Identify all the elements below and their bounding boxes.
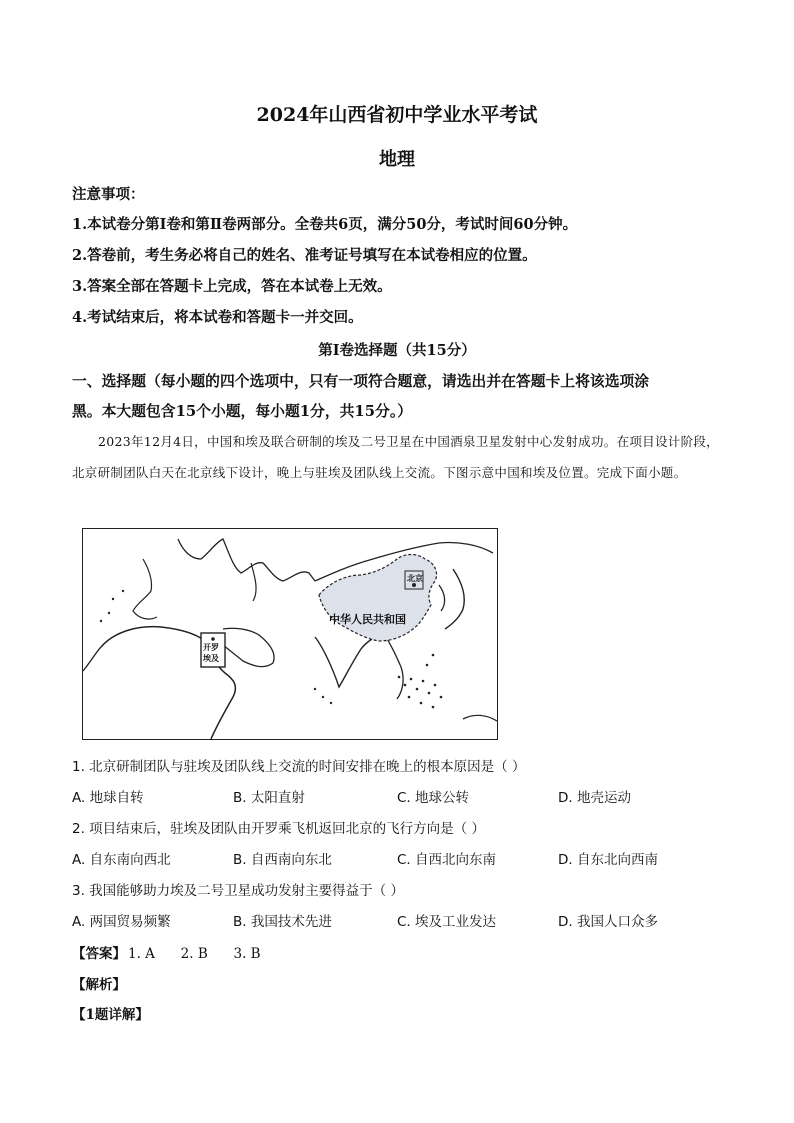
- exam-title: 2024年山西省初中学业水平考试: [256, 104, 538, 126]
- answer-value: 1. A 2. B 3. B: [128, 946, 261, 962]
- question-2-option-c: C. 自西北向东南: [397, 852, 497, 868]
- question-1: 1. 北京研制团队与驻埃及团队线上交流的时间安排在晚上的根本原因是（ ）: [72, 759, 526, 775]
- note-item: 2.答卷前，考生务必将自己的姓名、准考证号填写在本试卷相应的位置。: [72, 247, 537, 264]
- question-1-option-c: C. 地球公转: [397, 790, 470, 806]
- note-item: 1.本试卷分第Ⅰ卷和第Ⅱ卷两部分。全卷共6页，满分50分，考试时间60分钟。: [72, 216, 578, 233]
- answer-label: 【答案】: [72, 946, 126, 962]
- question-2-option-d: D. 自东北向西南: [558, 852, 658, 868]
- question-2-option-b: B. 自西南向东北: [233, 852, 332, 868]
- note-item: 4.考试结束后，将本试卷和答题卡一并交回。: [72, 309, 363, 326]
- map-label-egypt: 埃及: [203, 653, 219, 663]
- part-heading-line1: 一、选择题（每小题的四个选项中，只有一项符合题意，请选出并在答题卡上将该选项涂: [72, 373, 650, 390]
- analysis-label: 【解析】: [72, 977, 126, 993]
- part-heading-line2: 黑。本大题包含15个小题，每小题1分，共15分。）: [72, 403, 413, 420]
- question-3-option-a: A. 两国贸易频繁: [72, 914, 171, 930]
- question-3: 3. 我国能够助力埃及二号卫星成功发射主要得益于（ ）: [72, 883, 404, 899]
- subject-title: 地理: [379, 149, 415, 170]
- notes-heading: 注意事项：: [72, 186, 145, 203]
- detail-label: 【1题详解】: [72, 1007, 149, 1023]
- map-figure: [82, 528, 498, 740]
- map-svg: [83, 529, 497, 739]
- question-3-option-d: D. 我国人口众多: [558, 914, 658, 930]
- question-1-option-d: D. 地壳运动: [558, 790, 631, 806]
- passage: 2023年12月4日，中国和埃及联合研制的埃及二号卫星在中国酒泉卫星发射中心发射成功。在项目设计阶段，北京研制团队白天在北京线下设计，晚上与驻埃及团队线上交流。下图示意中国和埃及位置。完成下面小题。: [72, 434, 719, 480]
- question-2-option-a: A. 自东南向西北: [72, 852, 171, 868]
- map-label-cairo: 开罗: [203, 642, 219, 652]
- question-3-option-b: B. 我国技术先进: [233, 914, 332, 930]
- section-title: 第Ⅰ卷选择题（共15分）: [318, 342, 476, 359]
- question-1-option-b: B. 太阳直射: [233, 790, 305, 806]
- question-3-option-c: C. 埃及工业发达: [397, 914, 497, 930]
- question-2: 2. 项目结束后，驻埃及团队由开罗乘飞机返回北京的飞行方向是（ ）: [72, 821, 485, 837]
- note-item: 3.答案全部在答题卡上完成，答在本试卷上无效。: [72, 278, 392, 295]
- map-label-beijing: 北京: [407, 573, 423, 583]
- map-label-china: 中华人民共和国: [329, 613, 406, 626]
- question-1-option-a: A. 地球自转: [72, 790, 144, 806]
- answer-line: [72, 942, 261, 962]
